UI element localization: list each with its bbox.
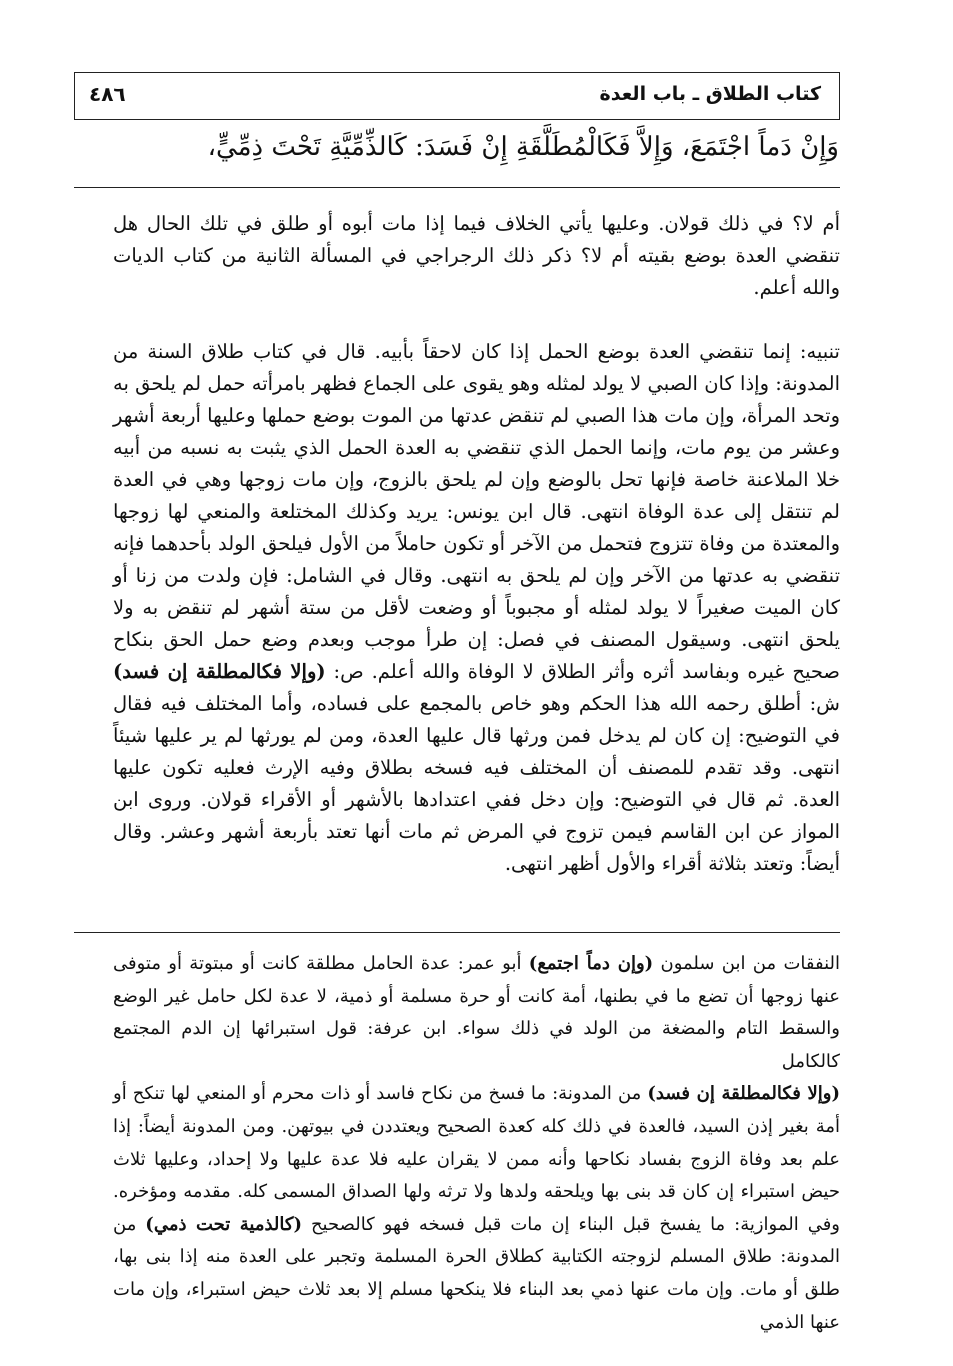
matn-quote: (وإلا فكالمطلقة إن فسد) (647, 1083, 840, 1105)
commentary-text: تنبيه: إنما تنقضي العدة بوضع الحمل إذا كان لاحقاً بأبيه. قال في كتاب طلاق السنة من المدونة: وإذا كان الصبي لا يولد لمثله وهو يقوى على الجماع فظهر بامرأته حمل لم يلحق به وتحد المرأة، وإن مات هذا الصبي لم تنقض عدتها من الموت بوضع حملها وعليها أربعة أشهر وعشر من يوم مات، وإنما الحمل الذي تنقضي به العدة الحمل الذي يثبت به نسبه من أبيه خلا الملاعنة خاصة فإنها تحل بالوضع وإن لم يلحق بالزوج، وإن مات زوجها وهي في العدة لم تنتقل إلى عدة الوفاة انتهى. قال ابن يونس: يريد وكذلك المختلعة والمنعي لها زوجها والمعتدة من وفاة تتزوج فتحمل من الآخر أو تكون حاملاً من الأول فيلحق الولد بأحدهما فإنه تنقضي به عدتها من الآخر وإن لم يلحق به انتهى. وقال في الشامل: فإن ولدت من زنا أو كان الميت صغيراً لا يولد لمثله أو مجبوباً أو وضعت لأقل من ستة أشهر لم تنقض به ولا يلحق انتهى. وسيقول المصنف في فصل: إن طرأ موجب وبعدم وضع حمل الحق بنكاح صحيح غيره وبفاسد أثره وأثر الطلاق لا الوفاة والله أعلم. ص: (113, 340, 840, 683)
matn-divider (74, 187, 840, 188)
commentary-paragraph-2 (113, 336, 840, 880)
footnote (113, 948, 840, 1339)
matn-quote: (وإن دماً اجتمع) (528, 953, 654, 974)
footnote-text: من المدونة: طلاق المسلم لزوجته الكتابية كطلاق الحرة المسلمة وتجبر على العدة منه إذا بنى بها، طلق أو مات. وإن مات عنها ذمي بعد البناء فلا ينكحها مسلم إلا بعد ثلاث حيض استبراء، وإن مات عنها الذمي (113, 1213, 840, 1333)
running-header (74, 72, 840, 120)
matn-text: وَإِنْ دَماً اجْتَمَعَ، وَإِلاَّ فَكَالْمُطَلَّقَةِ إِنْ فَسَدَ: كَالذِّمِّيَّةِ تَحْتَ ذِمِّيٍّ، (207, 132, 839, 162)
footnote-text: من المدونة: ما فسخ من نكاح فاسد أو ذات محرم أو المنعي لها تنكح أو أمة بغير إذن السيد، فالعدة في ذلك كله كعدة الصحيح ويعتددن في بيوتهن. ومن المدونة أيضاً: إذا علم بعد وفاة الزوج بفساد نكاحها وأنه ممن لا يقران عليه فلا عدة عليها ولا إحداد، وعليها ثلاث حيض استبراء إن كان قد بنى بها ويلحقه ولدها ولا ترثه ولها الصداق المسمى كله. مقدمه ومؤخره. وفي الموازية: ما يفسخ قبل البناء إن مات قبل فسخه فهو كالصحيح (113, 1083, 840, 1235)
commentary-paragraph-1: أم لا؟ في ذلك قولان. وعليها يأتي الخلاف فيما إذا مات أبوه أو طلق في تلك الحال هل تنقضي العدة بوضع بقيته أم لا؟ ذكر ذلك الرجراجي في المسألة الثانية من كتاب الديات والله أعلم. (113, 212, 840, 299)
commentary-text: ش: أطلق رحمه الله هذا الحكم وهو خاص بالمجمع على فساده، وأما المختلف فيه فقال في التوضيح: إن كان لم يدخل فمن ورثها قال عليها العدة، ومن لم يورثها لم ير عليها شيئاً انتهى. وقد تقدم للمصنف أن المختلف فيه فسخه بطلاق وفيه الإرث فعليه تكون عليها العدة. ثم قال في التوضيح: وإن دخل ففي اعتدادها بالأشهر أو الأقراء قولان. وروى ابن المواز عن ابن القاسم فيمن تزوج في المرض ثم مات أنها تعتد بأربعة أشهر وعشر. وقال أيضاً: وتعتد بثلاثة أقراء والأول أظهر انتهى. (113, 692, 840, 875)
matn-quote: (كالذمية تحت ذمي) (145, 1213, 302, 1235)
matn-quote: (وإلا فكالمطلقة إن فسد) (113, 660, 326, 683)
footnote-text: أبو عمر: عدة الحامل مطلقة كانت أو مبتوتة أو متوفى عنها زوجها أن تضع ما في بطنها، أمة كانت أو حرة مسلمة أو ذمية، لا عدة لكل حامل غير الوضع والسقط التام والمضغة من الولد في ذلك سواء. ابن عرفة: قول استبرائها إن الدم المجتمع كالكامل (113, 953, 840, 1072)
footnote-text: النفقات من ابن سلمون (660, 953, 841, 974)
chapter-title: كتاب الطلاق ـ باب العدة (599, 83, 821, 105)
page-number: ٤٨٦ (89, 82, 126, 106)
footnote-divider (74, 932, 840, 933)
